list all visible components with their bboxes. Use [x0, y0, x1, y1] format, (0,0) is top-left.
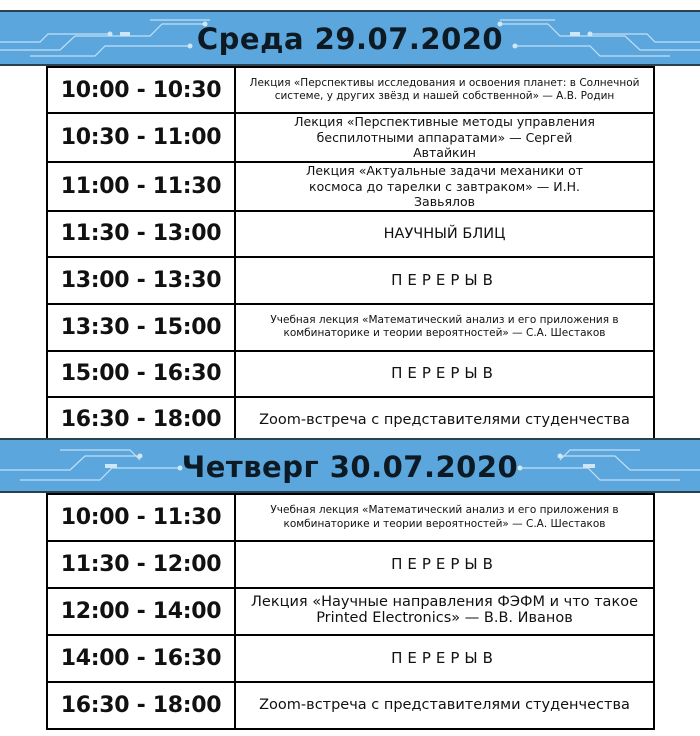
table-row: [47, 113, 654, 162]
time-slot: 11:00 - 11:30: [47, 162, 235, 211]
table-row: [47, 682, 654, 729]
event-text: Учебная лекция «Математический анализ и его приложения в комбинаторике и теории вероятностей» — С.А. Шестаков: [270, 504, 619, 530]
event-cell: [235, 162, 654, 211]
day-header-thursday: [0, 438, 700, 493]
table-row: [47, 304, 654, 351]
event-text: Лекция «Перспективы исследования и освоения планет: в Солнечной системе, у других звёзд и нашей собственной» — А.В. Родин: [249, 76, 640, 102]
event-cell: ПЕРЕРЫВ: [235, 257, 654, 304]
table-row: [47, 257, 654, 304]
event-text: Лекция «Перспективные методы управления беспилотными аппаратами» — Сергей Автайкин: [294, 114, 595, 161]
event-cell: НАУЧНЫЙ БЛИЦ: [235, 211, 654, 257]
time-slot: 16:30 - 18:00: [47, 682, 235, 729]
time-slot: 10:00 - 11:30: [47, 494, 235, 541]
time-slot: 16:30 - 18:00: [47, 397, 235, 443]
table-row: [47, 397, 654, 443]
event-text: Учебная лекция «Математический анализ и его приложения в комбинаторике и теории вероятностей» — С.А. Шестаков: [270, 314, 619, 340]
time-slot: 11:30 - 13:00: [47, 211, 235, 257]
event-cell: Zoom-встреча с представителями студенчества: [235, 397, 654, 443]
day-title: Четверг 30.07.2020: [181, 450, 519, 484]
table-row: [47, 588, 654, 635]
time-slot: 10:30 - 11:00: [47, 113, 235, 162]
event-cell: [235, 304, 654, 351]
time-slot: 10:00 - 10:30: [47, 67, 235, 113]
event-cell: Zoom-встреча с представителями студенчества: [235, 682, 654, 729]
event-cell: [235, 494, 654, 541]
table-row: [47, 494, 654, 541]
event-text: Лекция «Научные направления ФЭФМ и что такое Printed Electronics» — В.В. Иванов: [251, 594, 638, 627]
event-cell: ПЕРЕРЫВ: [235, 351, 654, 397]
day-title: Среда 29.07.2020: [196, 22, 504, 56]
event-text: Лекция «Актуальные задачи механики от космоса до тарелки с завтраком» — И.Н. Завьялов: [305, 162, 584, 210]
event-cell: [235, 67, 654, 113]
table-row: [47, 351, 654, 397]
time-slot: 11:30 - 12:00: [47, 541, 235, 588]
schedule-table-wednesday: [46, 66, 655, 444]
event-cell: [235, 588, 654, 635]
time-slot: 12:00 - 14:00: [47, 588, 235, 635]
table-row: [47, 162, 654, 211]
table-row: [47, 211, 654, 257]
time-slot: 13:30 - 15:00: [47, 304, 235, 351]
day-header-wednesday: [0, 10, 700, 66]
table-row: [47, 67, 654, 113]
time-slot: 15:00 - 16:30: [47, 351, 235, 397]
time-slot: 14:00 - 16:30: [47, 635, 235, 682]
event-cell: ПЕРЕРЫВ: [235, 635, 654, 682]
table-row: [47, 635, 654, 682]
event-cell: ПЕРЕРЫВ: [235, 541, 654, 588]
event-cell: [235, 113, 654, 162]
time-slot: 13:00 - 13:30: [47, 257, 235, 304]
schedule-table-thursday: [46, 493, 655, 730]
table-row: [47, 541, 654, 588]
